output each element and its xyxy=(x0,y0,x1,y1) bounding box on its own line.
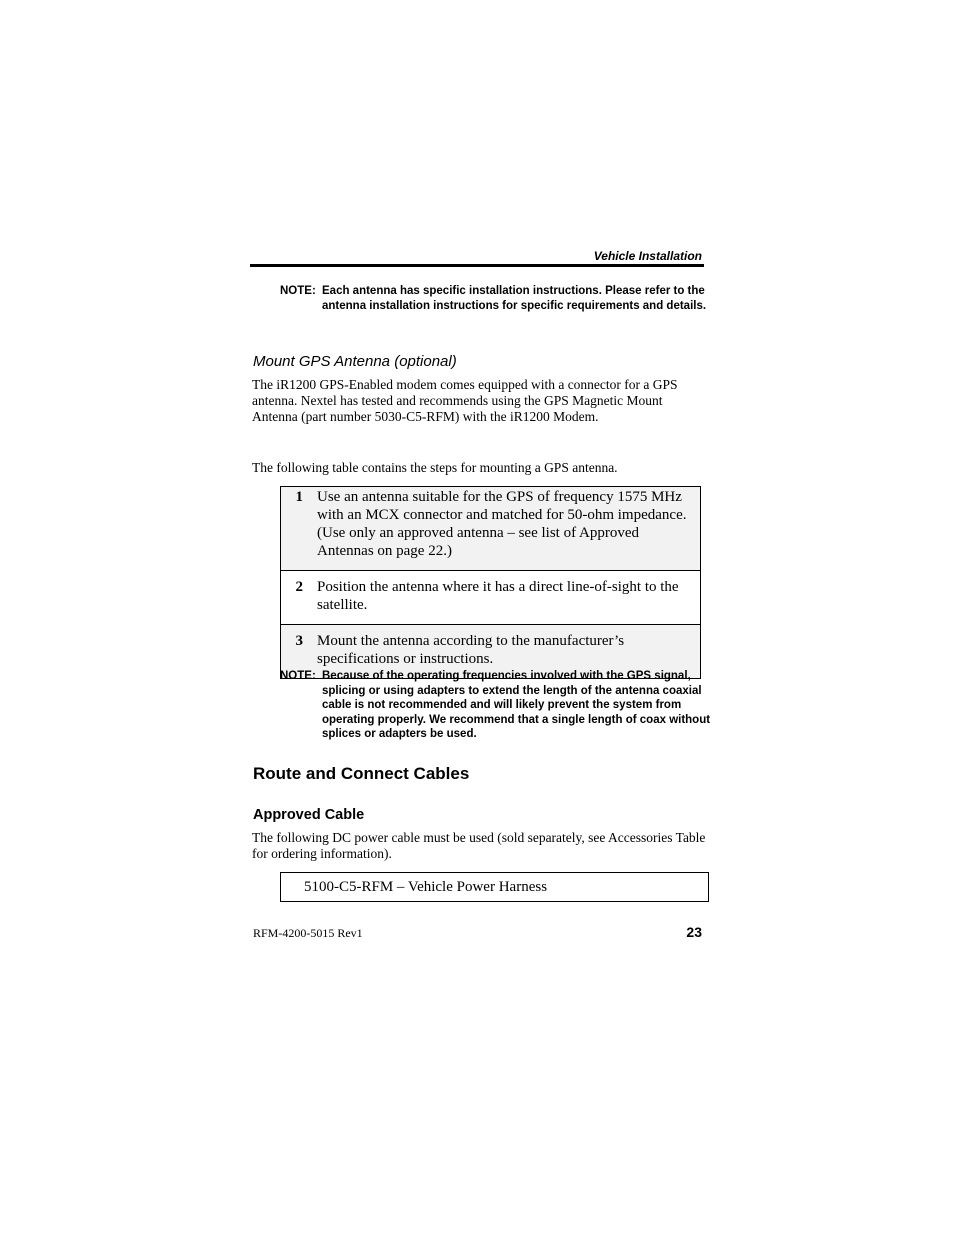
step-text: Use an antenna suitable for the GPS of frequency 1575 MHz with an MCX connector and matched for 50-ohm impedance. (Use only an approved antenna – see list of Approved Antennas on page 22.) xyxy=(317,489,687,559)
note-text: Each antenna has specific installation instructions. Please refer to the antenna installation instructions for specific requirements and details. xyxy=(322,285,707,312)
step-number: 2 xyxy=(295,579,303,595)
cable-intro-paragraph: The following DC power cable must be used (sold separately, see Accessories Table for ordering information). xyxy=(252,830,706,861)
gps-steps-table xyxy=(280,486,701,679)
step-number: 1 xyxy=(295,489,303,505)
table-row xyxy=(281,487,701,571)
running-header: Vehicle Installation xyxy=(593,249,702,263)
step-number-cell xyxy=(281,487,318,571)
step-number: 3 xyxy=(295,633,303,649)
note-antenna-instructions xyxy=(280,284,708,313)
gps-table-intro: The following table contains the steps for mounting a GPS antenna. xyxy=(252,460,618,475)
note-label: NOTE: xyxy=(280,670,316,682)
step-text: Position the antenna where it has a direct line-of-sight to the satellite. xyxy=(317,579,679,613)
step-text: Mount the antenna according to the manufacturer’s specifications or instructions. xyxy=(317,633,625,667)
table-row xyxy=(281,571,701,625)
footer-doc-id: RFM-4200-5015 Rev1 xyxy=(253,926,363,940)
note-text: Because of the operating frequencies involved with the GPS signal, splicing or using adapters to extend the length of the antenna coaxial cable is not recommended and will likely prevent the system from operating properly. We recommend that a single length of coax without splices or adapters be used. xyxy=(322,670,711,741)
cable-item-box xyxy=(280,872,709,902)
note-label: NOTE: xyxy=(280,285,316,297)
cable-item-text: 5100-C5-RFM – Vehicle Power Harness xyxy=(304,879,548,895)
page-number: 23 xyxy=(686,924,702,940)
note-coax-warning xyxy=(280,669,714,742)
approved-cable-heading: Approved Cable xyxy=(253,807,365,823)
header-rule xyxy=(250,264,704,267)
step-number-cell xyxy=(281,571,318,625)
gps-intro-paragraph: The iR1200 GPS-Enabled modem comes equipped with a connector for a GPS antenna. Nextel has tested and recommends using the GPS Magnetic Mount Antenna (part number 5030-C5-RFM) with the iR1200 Modem. xyxy=(252,377,678,424)
gps-section-title: Mount GPS Antenna (optional) xyxy=(253,353,457,370)
cables-section-title: Route and Connect Cables xyxy=(253,764,470,783)
